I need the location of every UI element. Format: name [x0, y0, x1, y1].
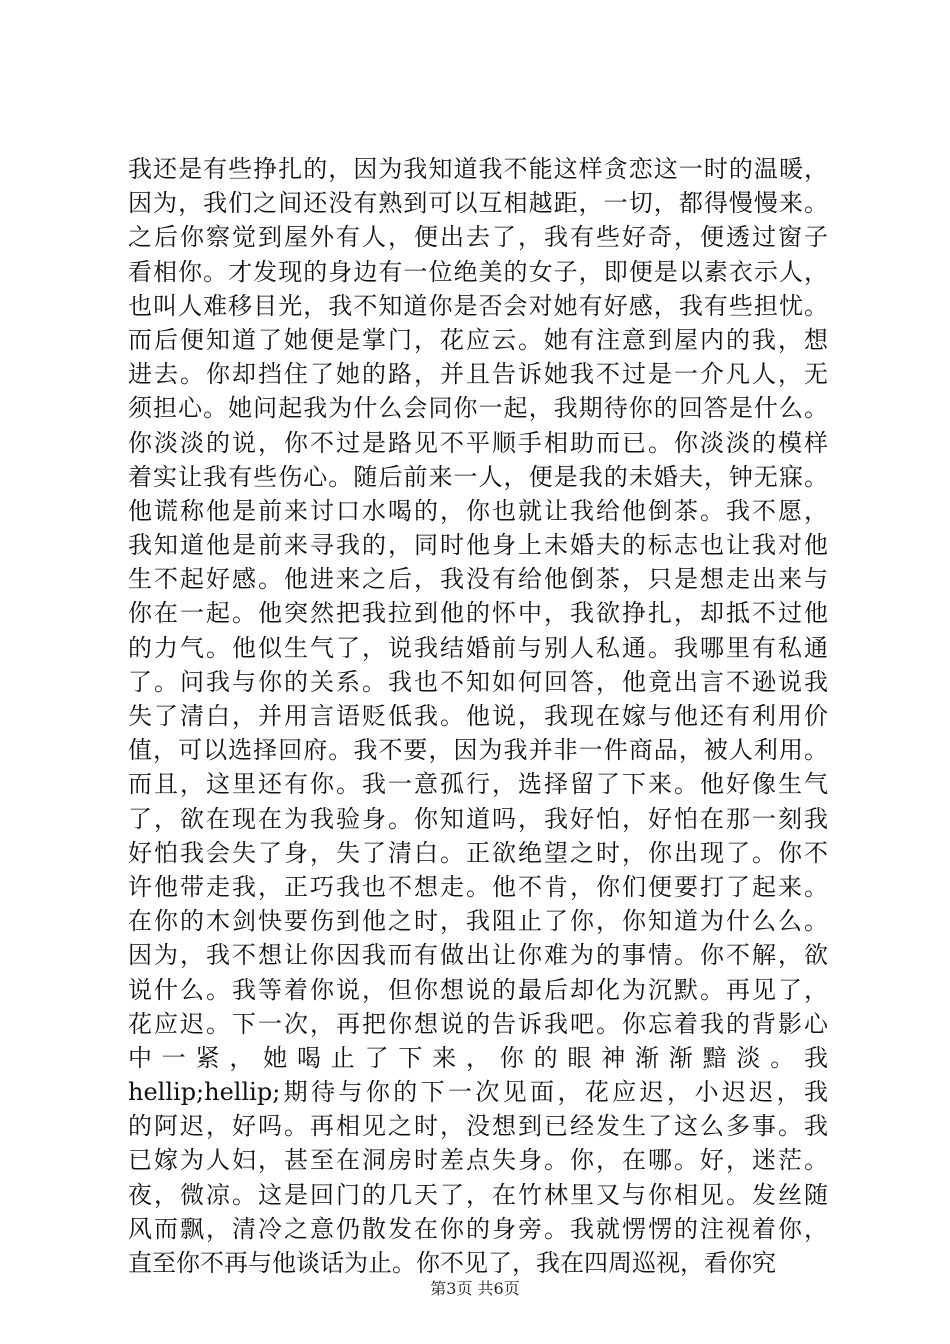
- text-line: 进去。你却挡住了她的路，并且告诉她我不过是一介凡人，无: [128, 360, 828, 389]
- text-line: 我还是有些挣扎的，因为我知道我不能这样贪恋这一时的温暖，: [128, 155, 828, 183]
- text-line: 而且，这里还有你。我一意孤行，选择留了下来。他好像生气: [128, 770, 828, 799]
- text-line: 须担心。她问起我为什么会同你一起，我期待你的回答是什么。: [128, 394, 828, 423]
- text-line: 花应迟。下一次，再把你想说的告诉我吧。你忘着我的背影心: [128, 1009, 828, 1038]
- text-line: 的阿迟，好吗。再相见之时，没想到已经发生了这么多事。我: [128, 1112, 828, 1141]
- text-line: 看相你。才发现的身边有一位绝美的女子，即便是以素衣示人，: [128, 257, 828, 286]
- text-line: 值，可以选择回府。我不要，因为我并非一件商品，被人利用。: [128, 736, 828, 765]
- text-line: 在你的木剑快要伤到他之时，我阻止了你，你知道为什么么。: [128, 907, 828, 936]
- text-line: 之后你察觉到屋外有人，便出去了，我有些好奇，便透过窗子: [128, 223, 828, 252]
- text-line: 直至你不再与他谈话为止。你不见了，我在四周巡视，看你究: [128, 1249, 776, 1277]
- text-line: 了。问我与你的关系。我也不知如何回答，他竟出言不逊说我: [128, 667, 828, 696]
- text-line: 着实让我有些伤心。随后前来一人，便是我的未婚夫，钟无寐。: [128, 462, 828, 491]
- text-line: 说什么。我等着你说，但你想说的最后却化为沉默。再见了，: [128, 975, 828, 1004]
- text-line: 失了清白，并用言语贬低我。他说，我现在嫁与他还有利用价: [128, 702, 828, 730]
- text-line: 因为，我们之间还没有熟到可以互相越距，一切，都得慢慢来。: [128, 189, 828, 218]
- text-line: 因为，我不想让你因我而有做出让你难为的事情。你不解，欲: [128, 941, 828, 970]
- text-line: 他谎称他是前来讨口水喝的，你也就让我给他倒茶。我不愿，: [128, 496, 828, 525]
- text-line: 也叫人难移目光，我不知道你是否会对她有好感，我有些担忧。: [128, 291, 828, 320]
- text-line: 夜，微凉。这是回门的几天了，在竹林里又与你相见。发丝随: [128, 1180, 828, 1209]
- text-line: 的力气。他似生气了，说我结婚前与别人私通。我哪里有私通: [128, 633, 828, 662]
- text-line: 中一紧，她喝止了下来，你的眼神渐渐黯淡。我: [128, 1043, 828, 1072]
- text-line: 风而飘，清冷之意仍散发在你的身旁。我就愣愣的注视着你，: [128, 1214, 828, 1243]
- page-footer: 第3页 共6页: [430, 1279, 520, 1298]
- text-line: 已嫁为人妇，甚至在洞房时差点失身。你，在哪。好，迷茫。: [128, 1146, 828, 1175]
- text-line: 好怕我会失了身，失了清白。正欲绝望之时，你出现了。你不: [128, 838, 828, 867]
- text-line: 了，欲在现在为我验身。你知道吗，我好怕，好怕在那一刻我: [128, 804, 828, 833]
- text-line: 许他带走我，正巧我也不想走。他不肯，你们便要打了起来。: [128, 872, 828, 901]
- body-text: [128, 152, 828, 1280]
- text-line: 我知道他是前来寻我的，同时他身上未婚夫的标志也让我对他: [128, 531, 828, 560]
- text-line: 你淡淡的说，你不过是路见不平顺手相助而已。你淡淡的模样: [128, 428, 828, 457]
- text-line: 生不起好感。他进来之后，我没有给他倒茶，只是想走出来与: [128, 565, 828, 594]
- text-line: 你在一起。他突然把我拉到他的怀中，我欲挣扎，却抵不过他: [128, 599, 828, 628]
- text-line: hellip;hellip;期待与你的下一次见面，花应迟，小迟迟，我: [128, 1078, 828, 1107]
- text-line: 而后便知道了她便是掌门，花应云。她有注意到屋内的我，想: [128, 325, 828, 354]
